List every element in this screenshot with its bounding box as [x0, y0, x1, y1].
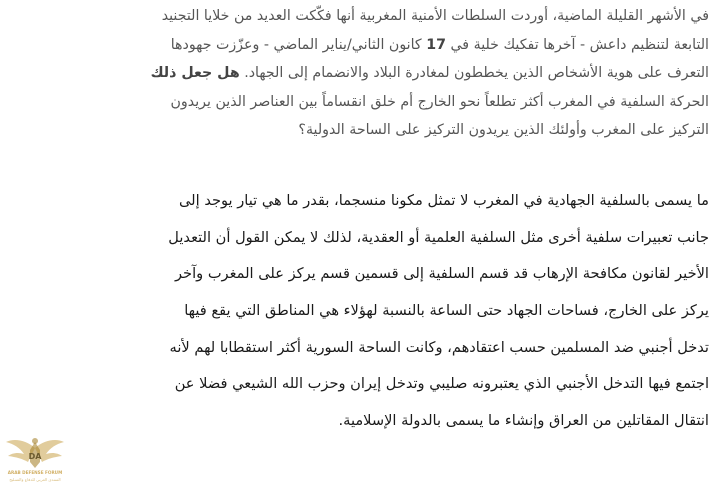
interview-question — [9, 2, 709, 145]
watermark-name: ARAB DEFENSE FORUM — [7, 470, 63, 475]
watermark-initials: DA — [28, 452, 42, 461]
eagle-emblem-icon — [4, 428, 66, 486]
interview-answer — [9, 183, 709, 440]
answer-line-6: اجتمع فيها التدخل الأجنبي الذي يعتبرونه صليبي وتدخل إيران وحزب الله الشيعي فضلا عن — [174, 375, 709, 393]
answer-line-3: الأخير لقانون مكافحة الإرهاب قد قسم السلفية إلى قسمين قسم يركز على المغرب وآخر — [175, 265, 709, 283]
question-line-3-start: التعرف على هوية الأشخاص الذين يخططون لمغادرة البلاد والانضمام إلى الجهاد. — [244, 65, 709, 81]
question-line-4: الحركة السلفية في المغرب أكثر تطلعاً نحو الخارج أم خلق انقساماً بين العناصر الذين يريدون — [170, 93, 709, 110]
question-line-3-bold: هل جعل ذلك — [150, 65, 240, 81]
question-line-5: التركيز على المغرب وأولئك الذين يريدون التركيز على الساحة الدولية؟ — [298, 122, 709, 138]
answer-line-4: يركز على الخارج، فساحات الجهاد حتى الساعة بالنسبة لهؤلاء هي المناطق التي يقع فيها — [184, 302, 709, 320]
question-line-2-end: كانون الثاني/يناير الماضي - وعزّزت جهودها — [170, 36, 422, 53]
watermark-subtitle: المنتدى العربي للدفاع والتسليح — [9, 477, 61, 482]
answer-line-1: ما يسمى بالسلفية الجهادية في المغرب لا تمثل مكونا منسجما، بقدر ما هي تيار يوجد إلى — [179, 192, 709, 209]
question-line-2 — [9, 31, 709, 60]
question-line-3 — [9, 59, 709, 88]
answer-line-5: تدخل أجنبي ضد المسلمين حسب اعتقادهم، وكانت الساحة السورية أكثر استقطابا لهم لأنه — [169, 338, 709, 356]
question-date-day: 17 — [426, 36, 446, 53]
question-line-1: في الأشهر القليلة الماضية، أوردت السلطات الأمنية المغربية أنها فكّكت العديد من خلايا التجنيد — [161, 8, 709, 24]
question-line-2-start: التابعة لتنظيم داعش - آخرها تفكيك خلية في — [450, 36, 709, 53]
answer-line-2: جانب تعبيرات سلفية أخرى مثل السلفية العلمية أو العقدية، لذلك لا يمكن القول أن التعديل — [168, 228, 709, 246]
watermark-logo — [4, 428, 66, 486]
answer-line-7: انتقال المقاتلين من العراق وإنشاء ما يسمى بالدولة الإسلامية. — [338, 412, 709, 430]
